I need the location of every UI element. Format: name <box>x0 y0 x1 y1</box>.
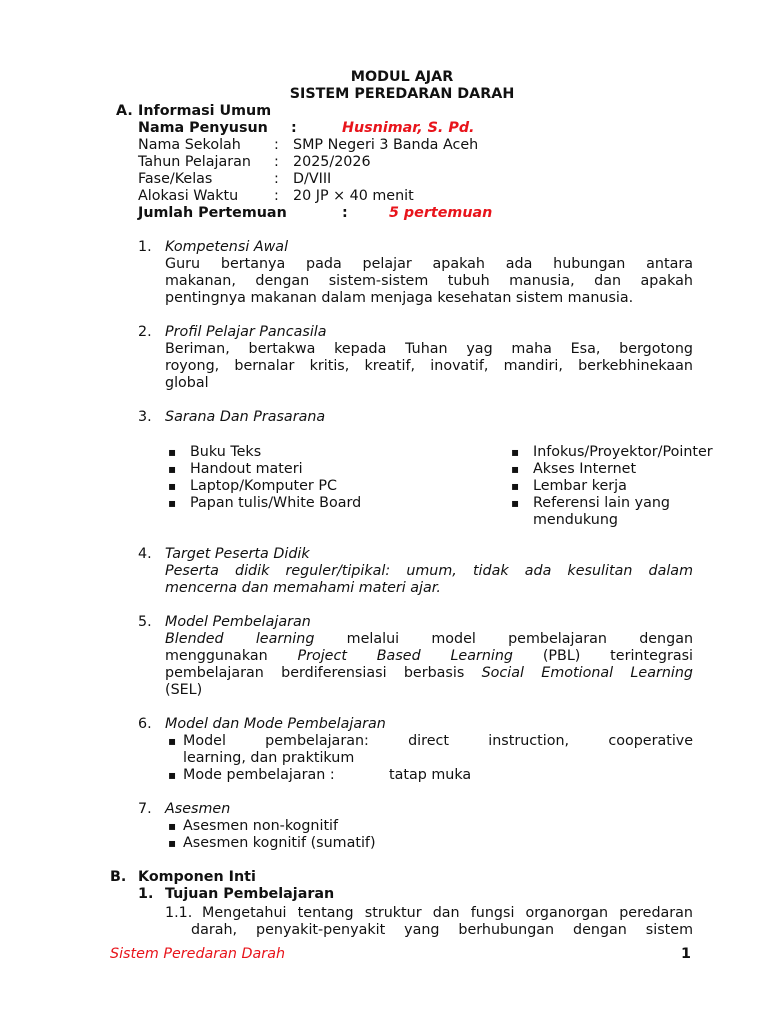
list-item: ▪ Referensi lain yang <box>533 495 670 512</box>
item-number: 4. <box>138 546 152 562</box>
info-key: Tahun Pelajaran <box>138 154 251 170</box>
paragraph-line: darah, penyakit-penyakit yang berhubungan dengan sistem <box>191 922 693 938</box>
page-number: 1 <box>681 946 691 962</box>
info-key: Nama Penyusun <box>138 120 268 136</box>
paragraph-line: Peserta didik reguler/tipikal: umum, tidak ada kesulitan dalam <box>165 563 693 579</box>
paragraph-line: royong, bernalar kritis, kreatif, inovatif, mandiri, berkebhinekaan <box>165 358 693 374</box>
item-title-kompetensi-awal: Kompetensi Awal <box>165 239 289 255</box>
list-item: ▪ Akses Internet <box>533 461 636 478</box>
list-item: ▪ Buku Teks <box>190 444 261 461</box>
info-key: Fase/Kelas <box>138 171 213 187</box>
info-sep: : <box>274 188 279 204</box>
info-sep: : <box>291 120 297 136</box>
footer-title: Sistem Peredaran Darah <box>110 946 286 962</box>
paragraph-line: mencerna dan memahami materi ajar. <box>165 580 441 596</box>
item-number: 1.1. <box>165 905 193 921</box>
list-item: ▪ Asesmen non-kognitif <box>183 818 338 835</box>
paragraph-line: Mengetahui tentang struktur dan fungsi organorgan peredaran <box>202 905 693 921</box>
item-title-sarana: Sarana Dan Prasarana <box>165 409 326 425</box>
mode-value: tatap muka <box>389 767 472 783</box>
list-item: ▪ Handout materi <box>190 461 303 478</box>
info-key: Alokasi Waktu <box>138 188 239 204</box>
list-item-continuation: mendukung <box>533 512 618 528</box>
list-item: ▪ Papan tulis/White Board <box>190 495 361 512</box>
item-title-asesmen: Asesmen <box>165 801 231 817</box>
info-sep: : <box>274 137 279 153</box>
paragraph-line: pembelajaran berdiferensiasi berbasis Social Emotional Learning <box>165 665 694 681</box>
paragraph-line: menggunakan Project Based Learning (PBL) terintegrasi <box>165 648 694 664</box>
info-key: Nama Sekolah <box>138 137 241 153</box>
subsection-title: Tujuan Pembelajaran <box>165 886 335 902</box>
item-number: 7. <box>138 801 152 817</box>
paragraph-line: Beriman, bertakwa kepada Tuhan yag maha Esa, bergotong <box>165 341 693 357</box>
info-sep: : <box>342 205 348 221</box>
item-title-profil-pelajar: Profil Pelajar Pancasila <box>165 324 327 340</box>
section-b-heading: Komponen Inti <box>138 869 256 885</box>
author-name: Husnimar, S. Pd. <box>342 120 475 136</box>
paragraph-line: pentingnya makanan dalam menjaga kesehatan sistem manusia. <box>165 290 634 306</box>
list-item: ▪ Asesmen kognitif (sumatif) <box>183 835 376 852</box>
item-number: 6. <box>138 716 152 732</box>
list-item-continuation: learning, dan praktikum <box>183 750 355 766</box>
paragraph-line: makanan, dengan sistem-sistem tubuh manusia, dan apakah <box>165 273 693 289</box>
meeting-count: 5 pertemuan <box>389 205 493 221</box>
list-item: ▪ Infokus/Proyektor/Pointer <box>533 444 713 461</box>
item-title-mode: Model dan Mode Pembelajaran <box>165 716 386 732</box>
section-b-marker: B. <box>110 869 127 885</box>
item-number: 5. <box>138 614 152 630</box>
item-number: 2. <box>138 324 152 340</box>
doc-title-line2: SISTEM PEREDARAN DARAH <box>289 86 515 102</box>
paragraph-line: (SEL) <box>165 682 203 698</box>
list-item: ▪ Lembar kerja <box>533 478 627 495</box>
list-item: ▪ Laptop/Komputer PC <box>190 478 337 495</box>
paragraph-line: Blended learning melalui model pembelajaran dengan <box>165 631 694 647</box>
list-item: ▪ Mode pembelajaran : <box>183 767 335 784</box>
info-key: Jumlah Pertemuan <box>138 205 287 221</box>
phase-class: D/VIII <box>293 171 332 187</box>
item-title-target: Target Peserta Didik <box>165 546 310 562</box>
item-title-model: Model Pembelajaran <box>165 614 311 630</box>
paragraph-line: Guru bertanya pada pelajar apakah ada hubungan antara <box>165 256 693 272</box>
item-number: 1. <box>138 239 152 255</box>
time-allocation: 20 JP × 40 menit <box>293 188 414 204</box>
doc-title-line1: MODUL AJAR <box>350 69 454 85</box>
info-sep: : <box>274 171 279 187</box>
school-year: 2025/2026 <box>293 154 371 170</box>
school-name: SMP Negeri 3 Banda Aceh <box>293 137 479 153</box>
list-item: ▪ Model pembelajaran: direct instruction, cooperative <box>183 733 693 750</box>
section-a-heading: Informasi Umum <box>138 103 272 119</box>
section-a-marker: A. <box>116 103 133 119</box>
info-sep: : <box>274 154 279 170</box>
item-number: 3. <box>138 409 152 425</box>
item-number: 1. <box>138 886 154 902</box>
paragraph-line: global <box>165 375 209 391</box>
